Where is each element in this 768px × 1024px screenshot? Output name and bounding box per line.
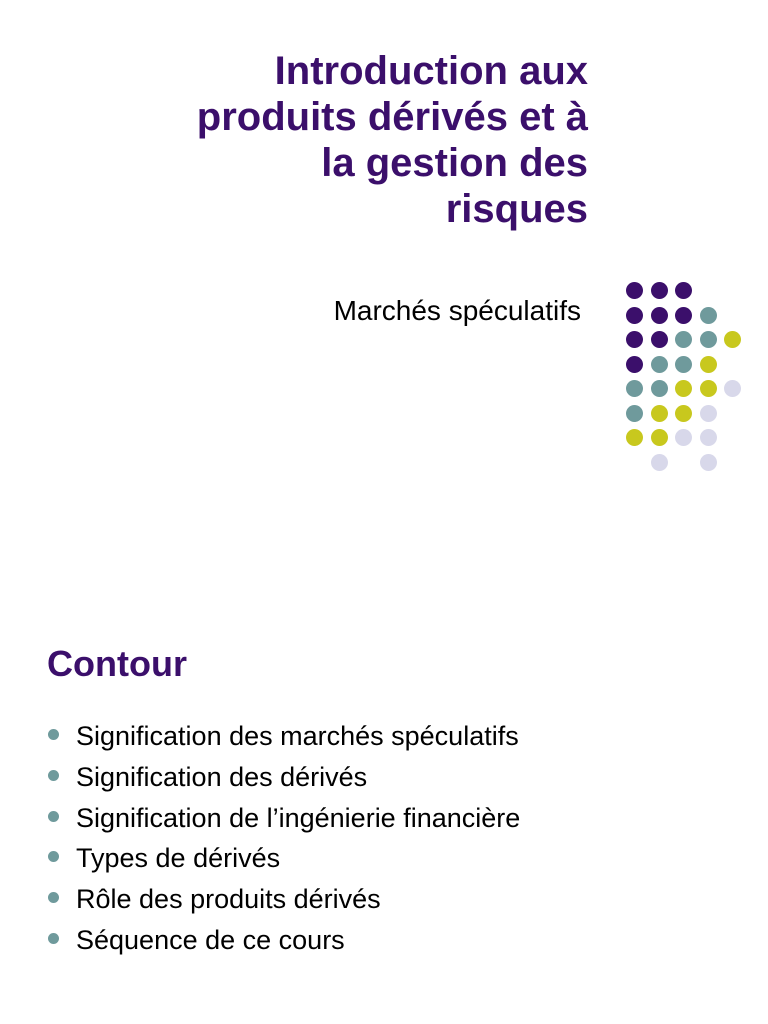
bullet-dot-icon [48, 851, 59, 862]
outline-item [44, 798, 520, 839]
bullet-dot-icon [48, 933, 59, 944]
outline-item-text: Signification des dérivés [76, 761, 368, 792]
title-line: Introduction aux [274, 49, 588, 93]
title-line: la gestion des [321, 141, 588, 185]
outline-item-text: Signification de l’ingénierie financière [76, 802, 521, 833]
decorative-dot [700, 405, 717, 422]
outline-item [44, 716, 520, 757]
decorative-dot [700, 429, 717, 446]
decorative-dot [626, 380, 643, 397]
decorative-dot [700, 356, 717, 373]
decorative-dot [651, 380, 668, 397]
outline-slide [0, 512, 768, 1024]
dot-grid-decoration [626, 282, 750, 478]
title-line: produits dérivés et à [196, 95, 588, 139]
decorative-dot [675, 356, 692, 373]
decorative-dot [651, 331, 668, 348]
title-line: risques [445, 187, 588, 231]
decorative-dot [651, 405, 668, 422]
outline-item [44, 920, 520, 961]
decorative-dot [651, 454, 668, 471]
outline-item [44, 757, 520, 798]
section-heading: Contour [47, 643, 187, 684]
outline-item-text: Signification des marchés spéculatifs [76, 721, 519, 751]
decorative-dot [626, 307, 643, 324]
decorative-dot [651, 356, 668, 373]
outline-item-text: Séquence de ce cours [76, 924, 345, 955]
outline-item-text: Types de dérivés [76, 843, 281, 874]
decorative-dot [651, 429, 668, 446]
decorative-dot [675, 405, 692, 422]
decorative-dot [626, 356, 643, 373]
decorative-dot [675, 380, 692, 397]
decorative-dot [700, 331, 717, 348]
decorative-dot [700, 307, 717, 324]
outline-item-text: Rôle des produits dérivés [76, 884, 381, 915]
bullet-dot-icon [48, 729, 59, 740]
decorative-dot [651, 307, 668, 324]
decorative-dot [724, 380, 741, 397]
decorative-dot [626, 331, 643, 348]
slide-title [68, 48, 588, 232]
bullet-dot-icon [48, 770, 59, 781]
decorative-dot [675, 331, 692, 348]
bullet-dot-icon [48, 892, 59, 903]
decorative-dot [724, 331, 741, 348]
decorative-dot [626, 282, 643, 299]
decorative-dot [651, 282, 668, 299]
decorative-dot [675, 307, 692, 324]
outline-item [44, 838, 520, 879]
bullet-dot-icon [48, 811, 59, 822]
outline-list [44, 716, 520, 961]
decorative-dot [626, 429, 643, 446]
decorative-dot [675, 282, 692, 299]
slide-subtitle: Marchés spéculatifs [333, 295, 581, 326]
outline-item [44, 879, 520, 920]
decorative-dot [700, 454, 717, 471]
decorative-dot [675, 429, 692, 446]
decorative-dot [626, 405, 643, 422]
decorative-dot [700, 380, 717, 397]
